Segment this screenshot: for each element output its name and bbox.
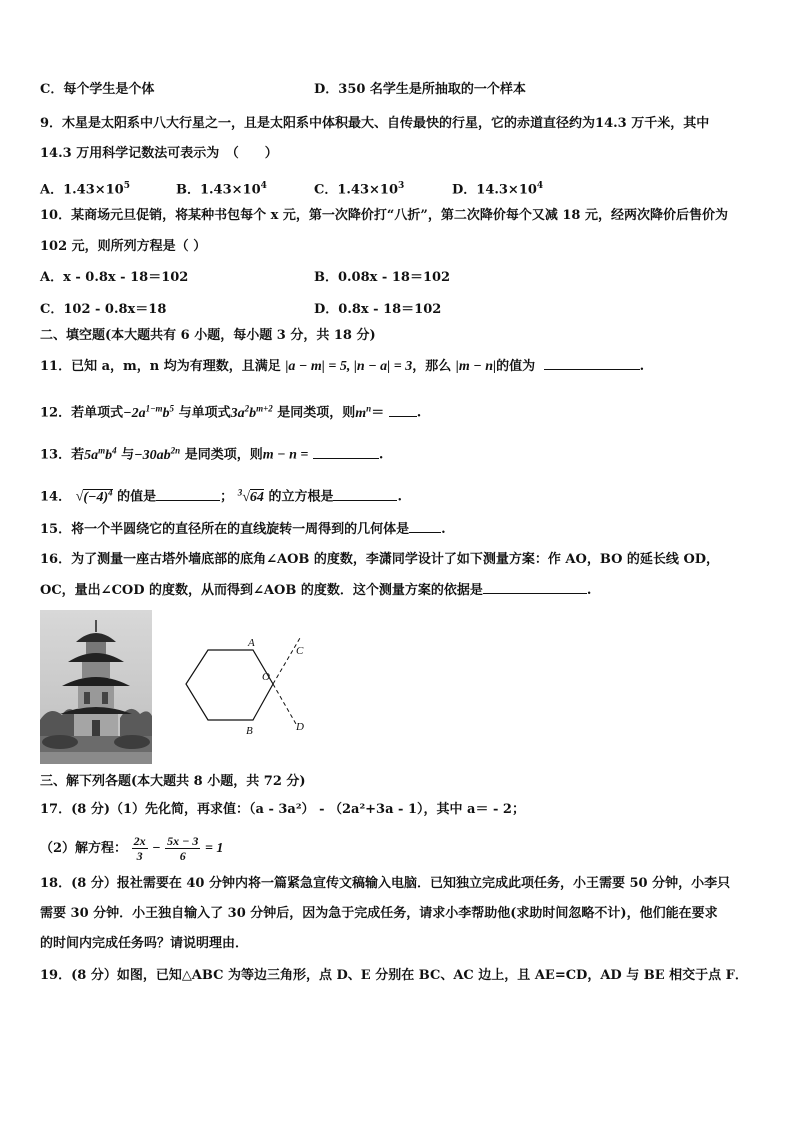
q13-answer-blank[interactable]	[313, 446, 379, 459]
q16-line2: OC，量出∠COD 的度数，从而得到∠AOB 的度数．这个测量方案的依据是 .	[40, 583, 592, 598]
q14-sqrt-expression: $√(-4)^4$	[75, 487, 113, 505]
q10-line1: 10．某商场元旦促销，将某种书包每个 x 元，第一次降价打“八折”，第二次降价每个又减 18 元，经两次降价后售价为	[40, 208, 728, 223]
q10-option-c: C．102 - 0.8x＝18	[40, 302, 167, 317]
q11-target-math: |m − n|	[455, 359, 497, 374]
q11-answer-blank[interactable]	[544, 357, 640, 370]
q11-condition-math: |a − m| = 5, |n − a| = 3	[285, 359, 413, 374]
q16-answer-blank[interactable]	[483, 581, 587, 594]
q14-cbrt-expression: $^3$√64	[237, 487, 264, 505]
q9-option-a: A．$1.43\times 10^5$	[40, 181, 130, 198]
extension-line-od	[273, 684, 296, 724]
label-d: D	[296, 721, 304, 733]
q11: 11．已知 a，m，n 均为有理数，且满足 |a − m| = 5, |n − a| = 3，那么 |m − n|的值为 .	[40, 359, 645, 374]
label-b: B	[246, 725, 253, 737]
q13-monomial-1: $5a^mb^4$	[84, 445, 117, 463]
q12-answer-blank[interactable]	[389, 404, 417, 417]
q12-monomial-2: $3a^2b^{m+2}$	[230, 403, 273, 421]
q9-option-d: D．$14.3\times 10^4$	[452, 181, 544, 198]
hexagon-shape	[186, 650, 273, 720]
q9-line2: 14.3 万用科学记数法可表示为 （ ）	[40, 146, 278, 161]
q18-line1: 18．(8 分）报社需要在 40 分钟内将一篇紧急宣传文稿输入电脑．已知独立完成此项任务，小王需要 50 分钟，小李只	[40, 876, 731, 891]
q18-line3: 的时间内完成任务吗？请说明理由．	[40, 936, 249, 951]
q14-answer-blank-1[interactable]	[156, 488, 220, 501]
q13: 13．若$5a^mb^4$ 与$-30ab^{2n}$ 是同类项，则m − n = .	[40, 445, 384, 463]
q12: 12．若单项式$-2a^{1-m}b^5$ 与单项式$3a^2b^{m+2}$ 是同类项，则$m^n=$ .	[40, 403, 422, 421]
label-o: O	[262, 671, 270, 683]
label-a: A	[248, 637, 255, 649]
q17-fraction-2: $\frac{5x - 3}{6}$	[167, 834, 199, 863]
hexagon-angle-diagram	[178, 634, 328, 746]
section2-heading: 二、填空题(本大题共有 6 小题，每小题 3 分，共 18 分)	[40, 328, 376, 343]
q19: 19．(8 分）如图，已知△ABC 为等边三角形，点 D、E 分别在 BC、AC 边上，且 AE=CD，AD 与 BE 相交于点 F．	[40, 968, 748, 983]
section3-heading: 三、解下列各题(本大题共 8 小题，共 72 分)	[40, 774, 306, 789]
q12-expression: $m^n$	[355, 403, 372, 421]
q8-option-d: D．350 名学生是所抽取的一个样本	[314, 82, 526, 97]
q17-line2: （2）解方程： $\frac{2x}{3}$ − $\frac{5x - 3}{6}$ = 1	[40, 834, 224, 863]
q9-option-b: B．$1.43\times 10^4$	[176, 181, 267, 198]
q17-fraction-1: $\frac{2x}{3}$	[133, 834, 146, 863]
pagoda-illustration	[40, 610, 152, 764]
q15: 15．将一个半圆绕它的直径所在的直线旋转一周得到的几何体是 .	[40, 522, 446, 537]
q14-answer-blank-2[interactable]	[333, 488, 397, 501]
q14: 14． $√(-4)^4$ 的值是 ； $^3$√64 的立方根是 .	[40, 487, 402, 505]
q9-option-c: C．$1.43\times 10^3$	[314, 181, 405, 198]
q10-option-a: A．x - 0.8x - 18＝102	[40, 270, 189, 285]
pagoda-photo	[40, 610, 152, 764]
q8-option-c: C．每个学生是个体	[40, 82, 155, 97]
q17-line1: 17．(8 分)（1）先化简，再求值：（a - 3a²） - （2a²+3a - 1），其中 a＝ - 2；	[40, 802, 525, 817]
q16-line1: 16．为了测量一座古塔外墙底部的底角∠AOB 的度数，李潇同学设计了如下测量方案：作 AO，BO 的延长线 OD，	[40, 552, 720, 567]
q13-monomial-2: $-30ab^{2n}$	[134, 445, 181, 463]
q10-option-b: B．0.08x - 18＝102	[314, 270, 451, 285]
q15-answer-blank[interactable]	[409, 520, 441, 533]
q18-line2: 需要 30 分钟．小王独自输入了 30 分钟后，因为急于完成任务，请求小李帮助他(求助时间忽略不计)，他们能在要求	[40, 906, 718, 921]
q10-line2: 102 元，则所列方程是（ ）	[40, 239, 207, 254]
q9-line1: 9．木星是太阳系中八大行星之一，且是太阳系中体积最大、自传最快的行星，它的赤道直径约为14.3 万千米，其中	[40, 116, 710, 131]
label-c: C	[296, 645, 304, 657]
q12-monomial-1: $-2a^{1-m}b^5$	[123, 403, 175, 421]
q10-option-d: D．0.8x - 18＝102	[314, 302, 442, 317]
